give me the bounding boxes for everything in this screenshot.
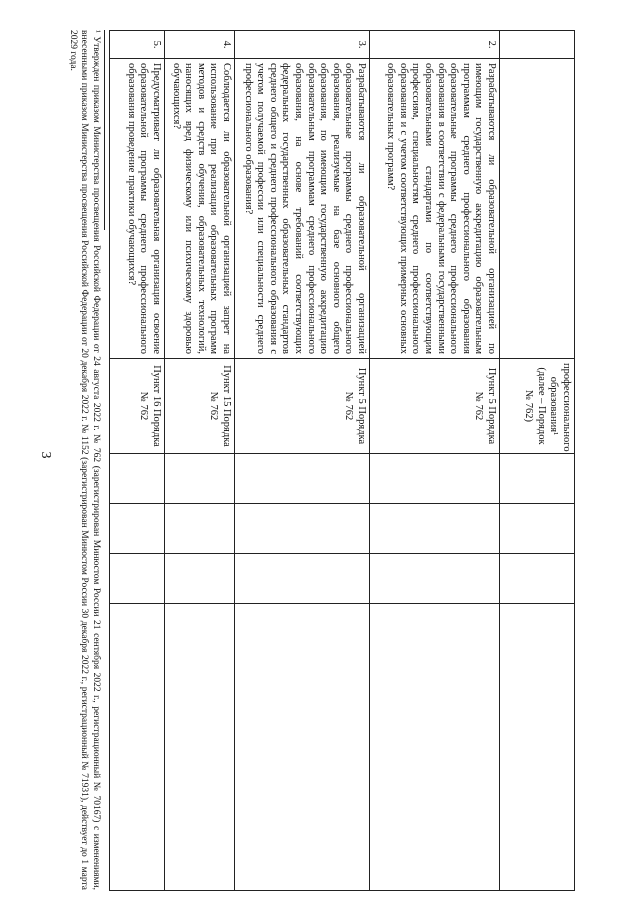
answer-no-cell xyxy=(165,504,235,554)
table-row xyxy=(370,31,500,891)
row-number: 2. xyxy=(370,31,500,59)
legal-basis: профессионального образования¹ (далее – Порядок № 762) xyxy=(500,359,575,454)
answer-no-cell xyxy=(500,504,575,554)
notes-cell xyxy=(370,604,500,891)
table-row xyxy=(165,31,235,891)
answer-yes-cell xyxy=(165,454,235,504)
question-text: Соблюдается ли образовательной организацией запрет на использование при реализации образовательных программ методов и средств обучения, образовательных технологий, наносящих вред физическому или психическому здоровью обучающихся? xyxy=(165,59,235,359)
checklist-table xyxy=(109,30,575,891)
answer-yes-cell xyxy=(110,454,165,504)
question-text: Разрабатываются ли образовательной организацией образовательные программы среднего профессионального образования, реализуемые на базе основного общего образования, по имеющим государственную аккредитацию образовательным программам среднего профессионального образования, на основе требований соответствующих федеральных государственных образовательных стандартов среднего общего и среднего профессионального образования с учетом получаемой профессии или специальности среднего профессионального образования? xyxy=(235,59,370,359)
footnote: ¹ Утвержден приказом Министерства просвещения Российской Федерации от 24 августа 2022 г. № 762 (зарегистрирован Минюстом России 21 сентября 2022 г., регистрационный № 70167) с изменениями, внесенными приказом Министерства просвещения Российской Федерации от 20 декабря 2022 г. № 1152 (зарегистрирован Минюстом России 30 декабря 2022 г., регистрационный № 71931), действует до 1 марта 2029 года. xyxy=(68,30,101,890)
answer-yes-cell xyxy=(500,454,575,504)
table-row xyxy=(110,31,165,891)
table-row xyxy=(500,31,575,891)
question-text: Предусматривает ли образовательная организация освоение образовательной программы среднего профессионального образования проведение практики обучающихся? xyxy=(110,59,165,359)
answer-na-cell xyxy=(235,554,370,604)
row-number: 4. xyxy=(165,31,235,59)
footnote-divider xyxy=(104,30,105,230)
table-row xyxy=(235,31,370,891)
answer-yes-cell xyxy=(370,454,500,504)
answer-yes-cell xyxy=(235,454,370,504)
answer-na-cell xyxy=(165,554,235,604)
notes-cell xyxy=(235,604,370,891)
answer-na-cell xyxy=(500,554,575,604)
legal-basis: Пункт 5 Порядка № 762 xyxy=(370,359,500,454)
question-text xyxy=(500,59,575,359)
answer-na-cell xyxy=(110,554,165,604)
answer-no-cell xyxy=(370,504,500,554)
legal-basis: Пункт 5 Порядка № 762 xyxy=(235,359,370,454)
row-number: 3. xyxy=(235,31,370,59)
answer-no-cell xyxy=(110,504,165,554)
page-number: 3 xyxy=(38,451,53,459)
row-number xyxy=(500,31,575,59)
row-number: 5. xyxy=(110,31,165,59)
legal-basis: Пункт 15 Порядка № 762 xyxy=(165,359,235,454)
question-text: Разрабатываются ли образовательной организацией по имеющим государственную аккредитацию образовательным программам среднего профессионального образования образовательные программы среднего профессионального образования в соответствии с федеральными государственными образовательными стандартами по соответствующим профессиям, специальностям среднего профессионального образования и с учетом соответствующих примерных основных образовательных программ? xyxy=(370,59,500,359)
answer-na-cell xyxy=(370,554,500,604)
answer-no-cell xyxy=(235,504,370,554)
rotated-page xyxy=(55,30,575,890)
notes-cell xyxy=(500,604,575,891)
notes-cell xyxy=(110,604,165,891)
notes-cell xyxy=(165,604,235,891)
legal-basis: Пункт 16 Порядка № 762 xyxy=(110,359,165,454)
